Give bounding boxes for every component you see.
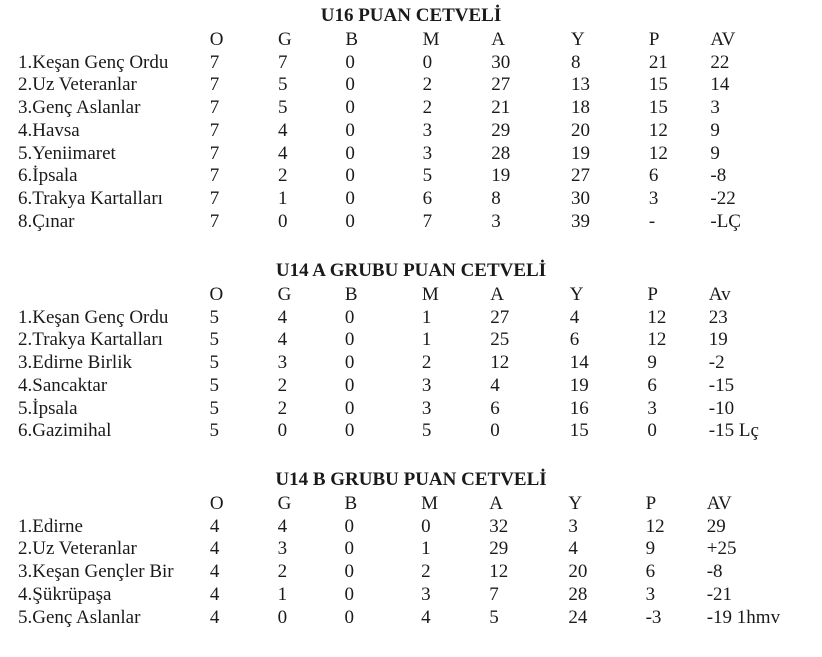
cell-y: 14 xyxy=(569,352,589,374)
cell-av: -8 xyxy=(710,165,727,187)
cell-b: 0 xyxy=(344,515,354,537)
cell-av: -21 xyxy=(706,583,733,605)
cell-p: 21 xyxy=(648,51,668,73)
cell-a: 3 xyxy=(491,210,501,232)
cell-p: 12 xyxy=(648,119,668,141)
cell-b: 0 xyxy=(344,374,355,396)
cell-y: 20 xyxy=(568,561,588,583)
cell-g: 5 xyxy=(278,74,288,96)
cell-a: 27 xyxy=(490,306,510,328)
header-a: A xyxy=(491,29,506,50)
cell-y: 18 xyxy=(570,97,590,119)
cell-p: 15 xyxy=(648,97,668,119)
cell-p: 6 xyxy=(647,374,657,396)
cell-av: 23 xyxy=(708,306,728,328)
standings-table-u14b xyxy=(18,493,822,629)
header-team xyxy=(18,493,210,516)
cell-y: 4 xyxy=(569,306,580,328)
header-m: M xyxy=(421,493,439,514)
cell-av: -8 xyxy=(706,561,723,583)
cell-o: 7 xyxy=(209,187,220,209)
table-row xyxy=(18,538,822,561)
team-name: 4.Sancaktar xyxy=(18,374,108,396)
cell-b: 0 xyxy=(345,51,355,73)
cell-b: 0 xyxy=(344,306,355,328)
cell-b: 0 xyxy=(344,397,355,419)
table-row xyxy=(18,398,822,421)
section-title-u14b: U14 B GRUBU PUAN CETVELİ xyxy=(275,469,547,490)
cell-y: 24 xyxy=(568,606,588,628)
cell-o: 4 xyxy=(209,515,220,537)
cell-m: 3 xyxy=(422,119,433,141)
header-p: P xyxy=(647,284,658,305)
cell-m: 3 xyxy=(421,374,432,396)
header-b: B xyxy=(345,29,359,50)
cell-p: 3 xyxy=(647,397,657,419)
header-a: A xyxy=(489,493,503,514)
header-row xyxy=(18,493,822,516)
cell-m: 4 xyxy=(421,606,431,628)
header-a: A xyxy=(490,284,505,305)
cell-g: 4 xyxy=(277,515,288,537)
cell-p: -3 xyxy=(645,606,662,628)
cell-p: 3 xyxy=(645,583,656,605)
table-row xyxy=(18,211,822,234)
cell-a: 21 xyxy=(491,97,511,119)
cell-g: 4 xyxy=(278,142,288,164)
table-row xyxy=(18,375,822,398)
team-name: 6.İpsala xyxy=(18,165,78,187)
cell-a: 4 xyxy=(490,374,500,396)
cell-av: 19 xyxy=(708,329,728,351)
cell-y: 8 xyxy=(570,51,581,73)
cell-o: 7 xyxy=(209,210,220,232)
header-y: Y xyxy=(569,284,584,305)
cell-y: 39 xyxy=(570,210,590,232)
header-b: B xyxy=(344,284,358,305)
cell-g: 0 xyxy=(277,420,288,442)
team-name: 2.Uz Veteranlar xyxy=(18,538,137,560)
header-av: Av xyxy=(708,284,731,305)
cell-p: 9 xyxy=(647,352,657,374)
cell-a: 0 xyxy=(490,420,500,442)
cell-g: 4 xyxy=(277,306,288,328)
cell-a: 30 xyxy=(491,51,511,73)
cell-m: 2 xyxy=(421,352,432,374)
header-o: O xyxy=(209,493,224,514)
cell-b: 0 xyxy=(344,329,355,351)
cell-y: 4 xyxy=(568,538,578,560)
team-name: 5.İpsala xyxy=(18,397,78,419)
team-name: 1.Edirne xyxy=(18,515,83,537)
cell-a: 5 xyxy=(489,606,499,628)
cell-g: 1 xyxy=(278,187,288,209)
cell-y: 19 xyxy=(569,374,589,396)
cell-b: 0 xyxy=(345,97,355,119)
cell-b: 0 xyxy=(344,538,354,560)
cell-m: 7 xyxy=(422,210,433,232)
header-row xyxy=(18,284,822,307)
team-name: 1.Keşan Genç Ordu xyxy=(18,51,169,73)
cell-p: 12 xyxy=(648,142,668,164)
cell-o: 5 xyxy=(209,420,220,442)
cell-o: 5 xyxy=(209,306,220,328)
header-p: P xyxy=(645,493,657,514)
cell-av: -LÇ xyxy=(710,210,741,232)
cell-g: 3 xyxy=(277,538,288,560)
cell-g: 2 xyxy=(277,561,288,583)
cell-g: 7 xyxy=(278,51,288,73)
cell-g: 2 xyxy=(277,374,288,396)
table-row xyxy=(18,607,822,630)
cell-g: 1 xyxy=(277,583,288,605)
cell-m: 0 xyxy=(422,51,433,73)
cell-p: 12 xyxy=(647,329,667,351)
table-row xyxy=(18,143,822,166)
cell-m: 1 xyxy=(421,306,432,328)
cell-a: 32 xyxy=(489,515,509,537)
cell-g: 4 xyxy=(277,329,288,351)
team-name: 5.Yeniimaret xyxy=(18,142,116,164)
cell-y: 20 xyxy=(570,119,590,141)
cell-y: 28 xyxy=(568,583,588,605)
cell-o: 7 xyxy=(209,142,220,164)
cell-m: 3 xyxy=(421,583,431,605)
cell-av: 3 xyxy=(710,97,720,119)
header-p: P xyxy=(648,29,660,50)
cell-g: 2 xyxy=(277,397,288,419)
cell-b: 0 xyxy=(344,561,354,583)
team-name: 3.Edirne Birlik xyxy=(18,352,132,374)
header-row xyxy=(18,29,822,52)
cell-b: 0 xyxy=(344,420,355,442)
cell-a: 25 xyxy=(490,329,510,351)
header-team xyxy=(18,29,210,52)
cell-av: 22 xyxy=(710,51,730,73)
table-row xyxy=(18,188,822,211)
header-y: Y xyxy=(570,29,585,50)
standings-table-u16 xyxy=(18,29,822,233)
cell-av: -15 Lç xyxy=(708,420,759,442)
cell-g: 2 xyxy=(278,165,288,187)
cell-av: -19 1hmv xyxy=(706,606,781,628)
cell-a: 12 xyxy=(490,352,510,374)
cell-o: 7 xyxy=(209,97,220,119)
cell-p: 12 xyxy=(645,515,665,537)
cell-p: 9 xyxy=(645,538,656,560)
team-name: 2.Trakya Kartalları xyxy=(18,329,163,351)
cell-y: 30 xyxy=(570,187,590,209)
header-o: O xyxy=(209,29,224,50)
cell-a: 8 xyxy=(491,187,501,209)
cell-o: 7 xyxy=(209,51,220,73)
team-name: 6.Trakya Kartalları xyxy=(18,187,163,209)
cell-av: -10 xyxy=(708,397,735,419)
table-row xyxy=(18,307,822,330)
header-y: Y xyxy=(568,493,583,514)
cell-o: 4 xyxy=(209,583,220,605)
cell-av: +25 xyxy=(706,538,737,560)
cell-m: 2 xyxy=(422,97,433,119)
team-name: 8.Çınar xyxy=(18,210,75,232)
header-b: B xyxy=(344,493,358,514)
cell-m: 5 xyxy=(421,420,432,442)
cell-o: 5 xyxy=(209,374,220,396)
team-name: 3.Keşan Gençler Bir xyxy=(18,561,174,583)
cell-b: 0 xyxy=(345,142,355,164)
team-name: 1.Keşan Genç Ordu xyxy=(18,306,169,328)
header-av: AV xyxy=(706,493,732,514)
cell-y: 15 xyxy=(569,420,589,442)
team-name: 5.Genç Aslanlar xyxy=(18,606,141,628)
cell-o: 7 xyxy=(209,165,220,187)
cell-o: 4 xyxy=(209,606,220,628)
team-name: 4.Havsa xyxy=(18,119,80,141)
cell-m: 1 xyxy=(421,538,431,560)
cell-y: 6 xyxy=(569,329,580,351)
section-title-u14a: U14 A GRUBU PUAN CETVELİ xyxy=(275,260,547,281)
cell-a: 6 xyxy=(490,397,500,419)
team-name: 2.Uz Veteranlar xyxy=(18,74,137,96)
cell-y: 13 xyxy=(570,74,590,96)
cell-y: 3 xyxy=(568,515,578,537)
cell-m: 6 xyxy=(422,187,433,209)
cell-o: 5 xyxy=(209,397,220,419)
table-row xyxy=(18,584,822,607)
cell-o: 5 xyxy=(209,329,220,351)
cell-b: 0 xyxy=(344,352,355,374)
cell-y: 16 xyxy=(569,397,589,419)
table-row xyxy=(18,329,822,352)
header-g: G xyxy=(277,284,292,305)
cell-y: 27 xyxy=(570,165,590,187)
header-av: AV xyxy=(710,29,736,50)
team-name: 3.Genç Aslanlar xyxy=(18,97,141,119)
cell-av: 9 xyxy=(710,119,720,141)
cell-a: 28 xyxy=(491,142,511,164)
header-o: O xyxy=(209,284,224,305)
cell-o: 5 xyxy=(209,352,220,374)
cell-o: 4 xyxy=(209,561,220,583)
header-g: G xyxy=(277,493,292,514)
header-g: G xyxy=(278,29,292,50)
header-m: M xyxy=(422,29,440,50)
cell-b: 0 xyxy=(344,606,354,628)
cell-g: 5 xyxy=(278,97,288,119)
cell-g: 0 xyxy=(277,606,288,628)
table-row xyxy=(18,52,822,75)
table-row xyxy=(18,561,822,584)
cell-b: 0 xyxy=(345,165,355,187)
cell-b: 0 xyxy=(345,119,355,141)
cell-a: 12 xyxy=(489,561,509,583)
table-row xyxy=(18,420,822,443)
cell-a: 7 xyxy=(489,583,499,605)
cell-g: 4 xyxy=(278,119,288,141)
cell-p: 12 xyxy=(647,306,667,328)
cell-o: 7 xyxy=(209,119,220,141)
cell-a: 29 xyxy=(491,119,511,141)
table-row xyxy=(18,74,822,97)
cell-a: 27 xyxy=(491,74,511,96)
section-title-u16: U16 PUAN CETVELİ xyxy=(320,5,502,26)
cell-y: 19 xyxy=(570,142,590,164)
cell-g: 3 xyxy=(277,352,288,374)
cell-av: -22 xyxy=(710,187,736,209)
cell-b: 0 xyxy=(344,583,354,605)
header-team xyxy=(18,284,210,307)
table-row xyxy=(18,97,822,120)
cell-av: -15 xyxy=(708,374,735,396)
cell-o: 7 xyxy=(209,74,220,96)
cell-b: 0 xyxy=(345,210,355,232)
cell-p: 15 xyxy=(648,74,668,96)
cell-o: 4 xyxy=(209,538,220,560)
cell-m: 5 xyxy=(422,165,433,187)
table-row xyxy=(18,516,822,539)
standings-table-u14a xyxy=(18,284,822,443)
cell-p: 3 xyxy=(648,187,659,209)
cell-a: 19 xyxy=(491,165,511,187)
cell-m: 3 xyxy=(422,142,433,164)
cell-a: 29 xyxy=(489,538,509,560)
cell-p: 6 xyxy=(648,165,659,187)
cell-g: 0 xyxy=(278,210,288,232)
header-m: M xyxy=(421,284,439,305)
cell-m: 3 xyxy=(421,397,432,419)
cell-b: 0 xyxy=(345,74,355,96)
cell-av: 9 xyxy=(710,142,720,164)
cell-av: 29 xyxy=(706,515,726,537)
cell-av: -2 xyxy=(708,352,725,374)
cell-av: 14 xyxy=(710,74,730,96)
cell-p: 6 xyxy=(645,561,656,583)
table-row xyxy=(18,120,822,143)
cell-p: 0 xyxy=(647,420,657,442)
cell-m: 0 xyxy=(421,515,431,537)
team-name: 6.Gazimihal xyxy=(18,420,112,442)
table-row xyxy=(18,352,822,375)
cell-p: - xyxy=(648,210,656,232)
cell-m: 2 xyxy=(421,561,431,583)
cell-m: 2 xyxy=(422,74,433,96)
cell-b: 0 xyxy=(345,187,355,209)
table-row xyxy=(18,165,822,188)
team-name: 4.Şükrüpaşa xyxy=(18,583,112,605)
cell-m: 1 xyxy=(421,329,432,351)
